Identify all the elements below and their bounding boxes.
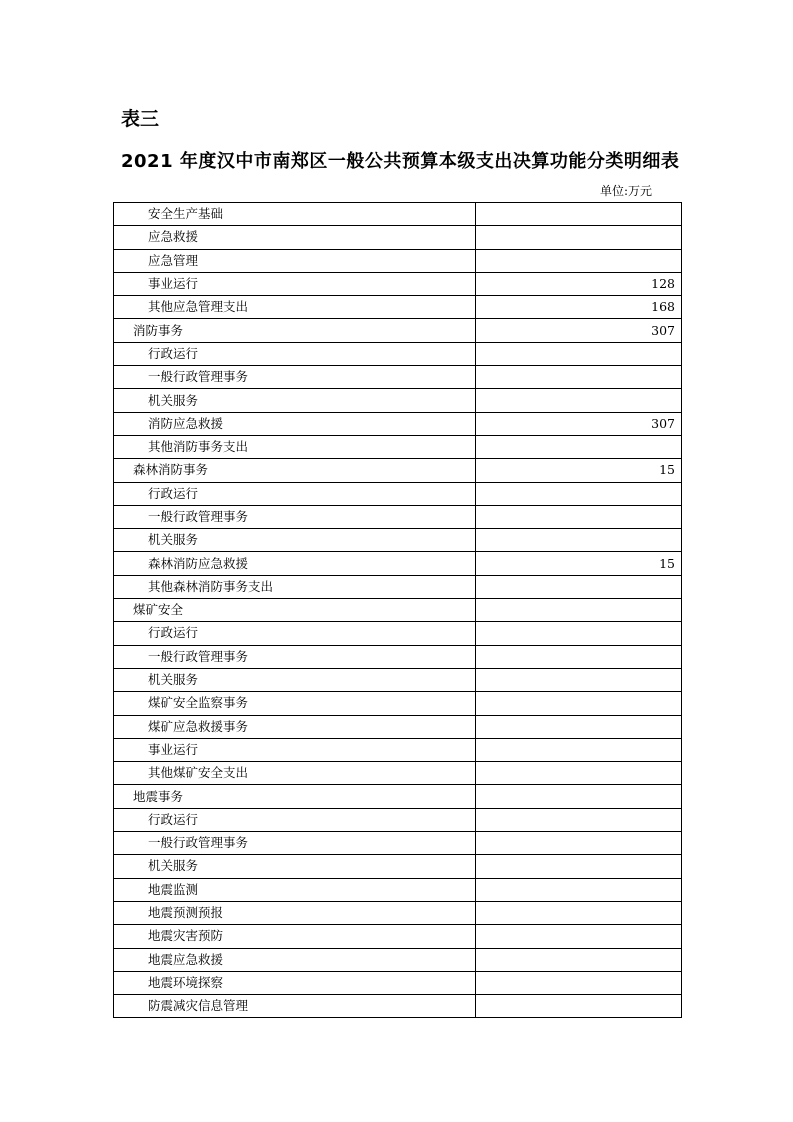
amount-cell [476, 692, 682, 715]
unit-label: 单位:万元 [600, 184, 653, 198]
amount-cell [476, 249, 682, 272]
item-name-cell: 一般行政管理事务 [114, 505, 476, 528]
item-name-cell: 其他应急管理支出 [114, 296, 476, 319]
item-name-cell: 煤矿安全监察事务 [114, 692, 476, 715]
item-name-cell: 机关服务 [114, 855, 476, 878]
amount-cell [476, 808, 682, 831]
item-name-cell: 行政运行 [114, 622, 476, 645]
item-name-cell: 行政运行 [114, 342, 476, 365]
table-row [114, 459, 682, 482]
table-row [114, 738, 682, 761]
item-name-cell: 一般行政管理事务 [114, 645, 476, 668]
item-name-cell: 一般行政管理事务 [114, 832, 476, 855]
item-name-cell: 煤矿安全 [114, 599, 476, 622]
item-name-cell: 地震灾害预防 [114, 925, 476, 948]
table-row [114, 482, 682, 505]
table-row [114, 435, 682, 458]
table-row [114, 529, 682, 552]
table-row [114, 762, 682, 785]
table-body [114, 203, 682, 1018]
table-row [114, 505, 682, 528]
amount-cell [476, 878, 682, 901]
table-row [114, 389, 682, 412]
item-name-cell: 机关服务 [114, 668, 476, 691]
table-row [114, 575, 682, 598]
item-name-cell: 地震预测预报 [114, 901, 476, 924]
amount-cell [476, 855, 682, 878]
amount-cell [476, 948, 682, 971]
table-row [114, 342, 682, 365]
item-name-cell: 森林消防事务 [114, 459, 476, 482]
amount-cell [476, 505, 682, 528]
table-row [114, 855, 682, 878]
item-name-cell: 其他森林消防事务支出 [114, 575, 476, 598]
amount-cell [476, 995, 682, 1018]
amount-cell [476, 832, 682, 855]
expenditure-table [113, 202, 682, 1018]
amount-cell [476, 366, 682, 389]
table-row [114, 366, 682, 389]
table-row [114, 925, 682, 948]
item-name-cell: 应急管理 [114, 249, 476, 272]
table-row [114, 552, 682, 575]
item-name-cell: 其他煤矿安全支出 [114, 762, 476, 785]
amount-cell [476, 203, 682, 226]
amount-cell [476, 342, 682, 365]
amount-cell [476, 925, 682, 948]
table-row [114, 808, 682, 831]
item-name-cell: 森林消防应急救援 [114, 552, 476, 575]
amount-cell: 15 [476, 552, 682, 575]
item-name-cell: 机关服务 [114, 389, 476, 412]
table-row [114, 901, 682, 924]
table-row [114, 832, 682, 855]
item-name-cell: 事业运行 [114, 738, 476, 761]
amount-cell [476, 971, 682, 994]
table-row [114, 971, 682, 994]
item-name-cell: 消防应急救援 [114, 412, 476, 435]
amount-cell [476, 226, 682, 249]
item-name-cell: 其他消防事务支出 [114, 435, 476, 458]
amount-cell: 128 [476, 272, 682, 295]
table-row [114, 622, 682, 645]
amount-cell [476, 645, 682, 668]
amount-cell: 307 [476, 412, 682, 435]
table-label: 表三 [121, 108, 160, 130]
amount-cell [476, 668, 682, 691]
table-row [114, 878, 682, 901]
amount-cell [476, 575, 682, 598]
amount-cell [476, 389, 682, 412]
item-name-cell: 地震监测 [114, 878, 476, 901]
item-name-cell: 消防事务 [114, 319, 476, 342]
amount-cell [476, 482, 682, 505]
table-row [114, 692, 682, 715]
table-row [114, 272, 682, 295]
amount-cell [476, 622, 682, 645]
table-row [114, 948, 682, 971]
table-row [114, 995, 682, 1018]
item-name-cell: 地震环境探察 [114, 971, 476, 994]
amount-cell [476, 715, 682, 738]
table-row [114, 645, 682, 668]
table-row [114, 296, 682, 319]
table-row [114, 412, 682, 435]
amount-cell [476, 785, 682, 808]
item-name-cell: 地震事务 [114, 785, 476, 808]
table-row [114, 319, 682, 342]
item-name-cell: 地震应急救援 [114, 948, 476, 971]
table-row [114, 785, 682, 808]
document-title: 2021 年度汉中市南郑区一般公共预算本级支出决算功能分类明细表 [121, 151, 680, 172]
item-name-cell: 机关服务 [114, 529, 476, 552]
table-row [114, 715, 682, 738]
item-name-cell: 行政运行 [114, 482, 476, 505]
amount-cell [476, 901, 682, 924]
table-row [114, 249, 682, 272]
item-name-cell: 行政运行 [114, 808, 476, 831]
table-row [114, 226, 682, 249]
amount-cell: 168 [476, 296, 682, 319]
amount-cell [476, 529, 682, 552]
amount-cell [476, 738, 682, 761]
table-row [114, 599, 682, 622]
item-name-cell: 煤矿应急救援事务 [114, 715, 476, 738]
table-row [114, 668, 682, 691]
amount-cell [476, 435, 682, 458]
amount-cell [476, 762, 682, 785]
amount-cell [476, 599, 682, 622]
item-name-cell: 安全生产基础 [114, 203, 476, 226]
item-name-cell: 一般行政管理事务 [114, 366, 476, 389]
item-name-cell: 防震减灾信息管理 [114, 995, 476, 1018]
table-row [114, 203, 682, 226]
amount-cell: 15 [476, 459, 682, 482]
item-name-cell: 事业运行 [114, 272, 476, 295]
amount-cell: 307 [476, 319, 682, 342]
item-name-cell: 应急救援 [114, 226, 476, 249]
